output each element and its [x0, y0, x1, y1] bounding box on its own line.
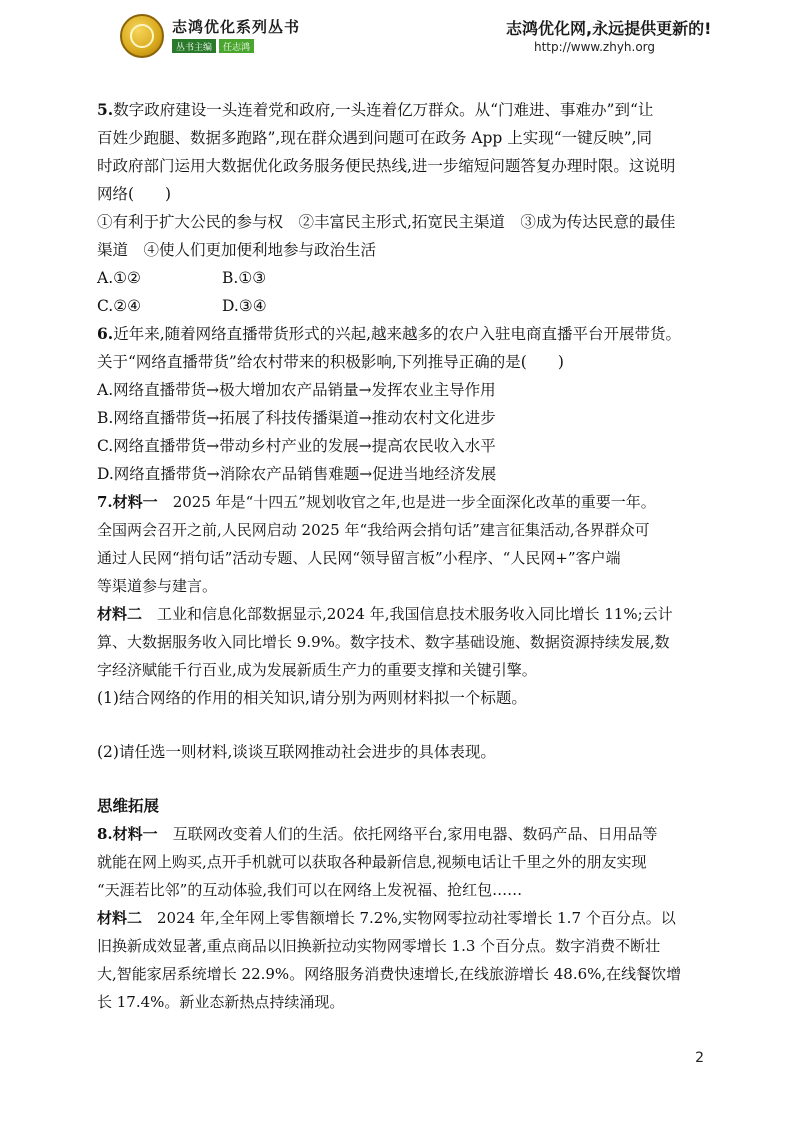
q8-material-2-line-1: 材料二 2024 年,全年网上零售额增长 7.2%,实物网零拉动社零增长 1.7 个百分点。以: [97, 909, 676, 927]
q5-line-2: 百姓少跑腿、数据多跑路”,现在群众遇到问题可在政务 App 上实现“一键反映”,同: [97, 129, 653, 147]
q5-options-row-2: [97, 292, 717, 320]
q5-option-c[interactable]: C.②④: [97, 297, 142, 315]
q5-line-3: 时政府部门运用大数据优化政务服务便民热线,进一步缩短问题答复办理时限。这说明: [97, 157, 676, 175]
q5-options-row-1: [97, 264, 717, 292]
q5-line-4: 网络( ): [97, 185, 172, 203]
q7-material-1-line-1: 7.材料一 2025 年是“十四五”规划收官之年,也是进一步全面深化改革的重要一年。: [97, 493, 656, 511]
q8-material-1-line-2: 就能在网上购买,点开手机就可以获取各种最新信息,视频电话让千里之外的朋友实现: [97, 853, 647, 871]
q8-material-1-line-3: “天涯若比邻”的互动体验,我们可以在网络上发祝福、抢红包……: [97, 881, 523, 899]
q5-line-1: 5.数字政府建设一头连着党和政府,一头连着亿万群众。从“门难进、事难办”到“让: [97, 100, 654, 119]
q7-material-1-line-3: 通过人民网“捎句话”活动专题、人民网“领导留言板”小程序、“人民网+”客户端: [97, 549, 621, 567]
q7-material-2-line-2: 算、大数据服务收入同比增长 9.9%。数字技术、数字基础设施、数据资源持续发展,数: [97, 633, 670, 651]
header-url[interactable]: http://www.zhyh.org: [534, 40, 656, 54]
q5-statements-1: ①有利于扩大公民的参与权 ②丰富民主形式,拓宽民主渠道 ③成为传达民意的最佳: [97, 213, 676, 231]
q8-material-1-line-1: 8.材料一 互联网改变着人们的生活。依托网络平台,家用电器、数码产品、日用品等: [97, 825, 658, 843]
header-slogan: 志鸿优化网,永远提供更新的!: [506, 19, 712, 38]
question-5: [97, 96, 717, 320]
q6-option-a[interactable]: A.网络直播带货→极大增加农产品销量→发挥农业主导作用: [97, 381, 496, 399]
q6-line-1: 6.近年来,随着网络直播带货形式的兴起,越来越多的农户入驻电商直播平台开展带货。: [97, 324, 682, 343]
q5-option-a[interactable]: A.①②: [97, 269, 141, 287]
q8-material-2-line-2: 旧换新成效显著,重点商品以旧换新拉动实物网零增长 1.3 个百分点。数字消费不断壮: [97, 937, 661, 955]
q6-option-b[interactable]: B.网络直播带货→拓展了科技传播渠道→推动农村文化进步: [97, 409, 496, 427]
question-7: [97, 488, 717, 792]
q7-material-1-line-2: 全国两会召开之前,人民网启动 2025 年“我给两会捎句话”建言征集活动,各界群众可: [97, 521, 650, 539]
editor-name: 任志鸿: [219, 39, 254, 53]
q5-option-d[interactable]: D.③④: [222, 297, 267, 315]
q7-subquestion-2: (2)请任选一则材料,谈谈互联网推动社会进步的具体表现。: [97, 743, 496, 761]
q5-option-b[interactable]: B.①③: [222, 269, 267, 287]
section-title: 思维拓展: [97, 797, 160, 815]
q8-material-2-line-3: 大,智能家居系统增长 22.9%。网络服务消费快速增长,在线旅游增长 48.6%,在线餐饮增: [97, 965, 682, 983]
page-header: [0, 0, 800, 70]
q7-material-1-line-4: 等渠道参与建言。: [97, 577, 218, 595]
question-8: [97, 820, 717, 1016]
q5-statements-2: 渠道 ④使人们更加便利地参与政治生活: [97, 241, 377, 259]
q8-material-2-line-4: 长 17.4%。新业态新热点持续涌现。: [97, 993, 345, 1011]
q7-subquestion-1: (1)结合网络的作用的相关知识,请分别为两则材料拟一个标题。: [97, 689, 527, 707]
q6-option-c[interactable]: C.网络直播带货→带动乡村产业的发展→提高农民收入水平: [97, 437, 496, 455]
q6-option-d[interactable]: D.网络直播带货→消除农产品销售难题→促进当地经济发展: [97, 465, 497, 483]
question-6: [97, 320, 717, 488]
editor-credit: [172, 39, 254, 53]
page-number: 2: [695, 1050, 704, 1066]
q7-material-2-line-3: 字经济赋能千行百业,成为发展新质生产力的重要支撑和关键引擎。: [97, 661, 537, 679]
editor-label: 丛书主编: [172, 39, 216, 53]
series-title: 志鸿优化系列丛书: [172, 18, 301, 36]
q7-material-2-line-1: 材料二 工业和信息化部数据显示,2024 年,我国信息技术服务收入同比增长 11%;云计: [97, 605, 673, 623]
page-content: [97, 96, 717, 1016]
publisher-logo-icon: [120, 14, 164, 58]
q6-line-2: 关于“网络直播带货”给农村带来的积极影响,下列推导正确的是( ): [97, 353, 564, 371]
